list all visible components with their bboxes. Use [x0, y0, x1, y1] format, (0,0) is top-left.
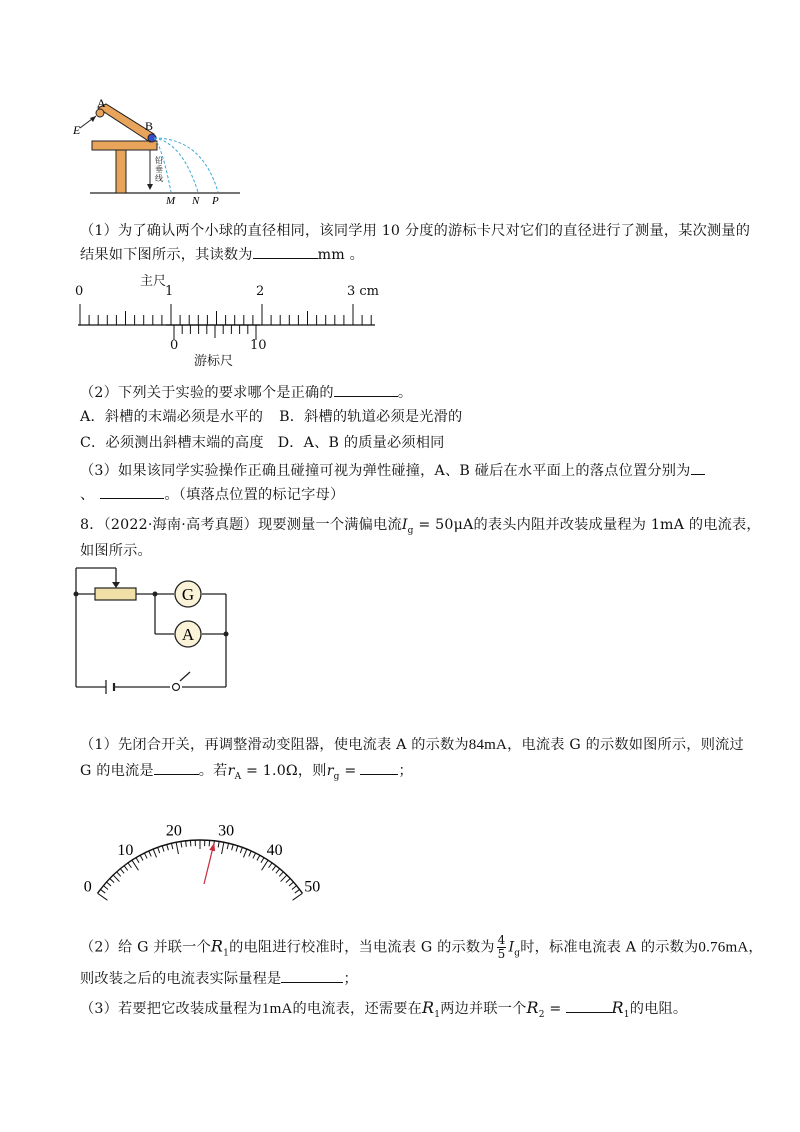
- dial-tick: [128, 863, 131, 868]
- reading-076ma: 0.76mA: [698, 939, 749, 956]
- dial-needle-head: [209, 843, 215, 851]
- q7-3-tail: 。（填落点位置的标记字母）: [164, 487, 345, 503]
- meter-g-label: G: [181, 585, 195, 604]
- q8-line-a: [80, 514, 761, 536]
- q8-3-line: [80, 998, 687, 1020]
- dial-label-0: 0: [83, 878, 92, 896]
- dial-tick: [272, 866, 276, 871]
- dial-tick: [218, 841, 219, 847]
- dial-tick: [120, 869, 124, 874]
- dial-tick: [293, 893, 303, 900]
- dial-tick: [289, 882, 293, 886]
- circuit-diagram: [70, 560, 240, 695]
- dial-tick: [153, 849, 156, 857]
- q7-3-line-a: [80, 460, 705, 480]
- q8-line-b: 如图所示。: [80, 543, 152, 559]
- q7-2-end: 。: [397, 385, 413, 401]
- dial-label-20: 20: [165, 822, 182, 840]
- q7-3-line-b: [80, 484, 344, 504]
- label-point-b: B: [145, 119, 154, 133]
- reading-84ma: 84mA: [468, 737, 508, 753]
- rg-subscript: g: [333, 771, 340, 782]
- dial-tick: [98, 893, 108, 900]
- ig-symbol: I: [401, 517, 408, 533]
- dial-tick: [222, 842, 224, 854]
- fraction-numerator: 4: [497, 933, 506, 947]
- q7-2-text: （2）下列关于实验的要求哪个是正确的: [80, 385, 334, 401]
- r1-subscript-2: 1: [434, 1009, 441, 1020]
- answer-blank-option[interactable]: [334, 383, 398, 397]
- answer-blank-r2[interactable]: [566, 999, 612, 1013]
- option-a[interactable]: A．斜槽的末端必须是水平的: [80, 409, 264, 425]
- meter-a-label: A: [181, 625, 195, 644]
- q7-2-line: [80, 382, 412, 402]
- q8-3-text-d: 的电阻。: [629, 1001, 688, 1017]
- dial-tick: [110, 878, 114, 882]
- dial-tick: [286, 878, 290, 882]
- q8-2-text-d: 则改装之后的电流表实际量程是: [80, 971, 282, 987]
- q8-1-line-a: [80, 734, 744, 754]
- label-point-e: E: [73, 123, 81, 137]
- label-m: M: [166, 195, 176, 207]
- q7-1-unit: mm 。: [317, 247, 365, 263]
- dial-tick: [257, 855, 260, 860]
- dial-tick: [292, 886, 297, 890]
- ig-subscript: g: [407, 525, 414, 536]
- dial-tick: [240, 847, 242, 853]
- question-number: 8．: [80, 517, 104, 533]
- r2-equals: =: [544, 1001, 562, 1017]
- dial-tick: [117, 872, 121, 876]
- dial-tick: [186, 841, 187, 847]
- dial-tick: [167, 844, 169, 850]
- q8-2-text-b: 的电阻进行校准时，当电流表 G 的示数为: [229, 939, 495, 956]
- dial-tick: [162, 846, 164, 852]
- dial-tick: [100, 889, 105, 893]
- dial-tick: [103, 886, 108, 890]
- q8-2-text-a: （2）给 G 并联一个: [80, 939, 211, 956]
- q8-1-text-d: 。若: [198, 763, 228, 779]
- r1-symbol: R: [210, 936, 224, 956]
- fraction-denominator: 5: [497, 947, 506, 961]
- q8-1-text-b: ，电流表 G 的示数如图所示，则流过: [507, 737, 744, 753]
- r2-subscript: 2: [538, 1009, 545, 1020]
- r1-subscript: 1: [223, 948, 230, 959]
- q7-3-sep: 、: [80, 487, 95, 503]
- main-tick-2: 2: [256, 284, 265, 299]
- dial-tick: [253, 853, 256, 858]
- q8-2-line-b: [80, 968, 358, 988]
- fraction-four-fifths: [497, 934, 507, 961]
- vernier-scale-label: 游标尺: [194, 354, 234, 369]
- dial-tick: [124, 866, 128, 871]
- q8-1-line-b: [80, 760, 413, 782]
- question-source: （2022·海南·高考真题）: [103, 517, 258, 533]
- q7-3-text: （3）如果该同学实验操作正确且碰撞可视为弹性碰撞，A、B 碰后在水平面上的落点位置分别为: [80, 463, 691, 479]
- answer-blank-current[interactable]: [154, 761, 199, 775]
- q7-2-options-cd: [80, 432, 445, 452]
- q7-1-line-b: [80, 244, 364, 264]
- q7-2-options-ab: [80, 406, 462, 426]
- q8-1-text-e: ，则: [297, 763, 327, 779]
- range-1ma: 1mA: [261, 1001, 293, 1017]
- dial-label-30: 30: [218, 822, 235, 840]
- dial-tick: [181, 841, 182, 847]
- dial-tick: [140, 855, 143, 860]
- dial-label-10: 10: [117, 842, 134, 860]
- option-c[interactable]: C．必须测出斜槽末端的高度: [80, 435, 264, 451]
- q8-2-line-a: [80, 934, 763, 961]
- r1-subscript-3: 1: [623, 1009, 630, 1020]
- q8-2-end-a: ，: [748, 939, 763, 956]
- ig-value: = 50μA: [413, 517, 474, 533]
- q7-1-text: 结果如下图所示，其读数为: [80, 247, 253, 263]
- q7-1-line-a: （1）为了确认两个小球的直径相同，该同学用 10 分度的游标卡尺对它们的直径进行了测量，某次测量的: [80, 223, 751, 239]
- r2-symbol: R: [526, 998, 539, 1017]
- main-scale-label: 主尺: [140, 274, 167, 289]
- dial-tick: [262, 860, 269, 870]
- answer-blank-rg[interactable]: [360, 761, 398, 775]
- plumb-line-label: 铅垂线: [155, 156, 163, 183]
- r1-symbol-2: R: [422, 998, 435, 1017]
- label-n: N: [192, 195, 200, 207]
- q8-1-text-a: （1）先闭合开关，再调整滑动变阻器，使电流表 A 的示数为: [80, 737, 469, 753]
- vernier-tick-10: 10: [250, 338, 267, 353]
- dial-label-40: 40: [266, 842, 283, 860]
- dial-tick: [236, 846, 238, 852]
- dial-tick: [149, 851, 151, 856]
- ra-subscript: A: [234, 771, 242, 782]
- dial-tick: [295, 889, 300, 893]
- main-tick-1: 1: [165, 284, 174, 299]
- r1-symbol-3: R: [611, 998, 624, 1017]
- q8-text-b: 的表头内阻并改装成量程为 1mA 的电流表，: [473, 517, 761, 533]
- dial-tick: [113, 875, 119, 881]
- option-d[interactable]: D．A、B 的质量必须相同: [277, 435, 445, 451]
- option-b[interactable]: B．斜槽的轨道必须是光滑的: [279, 409, 463, 425]
- label-point-a: A: [97, 96, 106, 110]
- ig-symbol-2: I: [508, 939, 515, 956]
- dial-tick: [261, 858, 264, 863]
- label-p: P: [212, 195, 219, 207]
- dial-tick: [281, 875, 287, 881]
- q8-3-text-b: 的电流表，还需要在: [292, 1001, 422, 1017]
- answer-blank-reading[interactable]: [253, 245, 318, 259]
- dial-tick: [136, 858, 139, 863]
- dial-tick: [269, 863, 272, 868]
- q8-text-a: 现要测量一个满偏电流: [257, 517, 402, 533]
- ig-subscript-2: g: [514, 948, 521, 959]
- dial-tick: [144, 853, 147, 858]
- dial-tick: [227, 843, 228, 849]
- q8-1-text-c: G 的电流是: [80, 763, 154, 779]
- q8-2-text-c: 时，标准电流表 A 的示数为: [520, 939, 699, 956]
- dial-tick: [132, 860, 139, 870]
- dial-tick: [107, 882, 111, 886]
- dial-tick: [279, 872, 283, 876]
- galvanometer-dial: [60, 780, 340, 896]
- dial-tick: [249, 851, 251, 856]
- dial-tick: [276, 869, 280, 874]
- ramp-collision-figure: [70, 96, 245, 207]
- q8-3-text-a: （3）若要把它改装成量程为: [80, 1001, 262, 1017]
- dial-tick: [158, 847, 160, 853]
- vernier-tick-0: 0: [170, 338, 179, 353]
- dial-tick: [171, 843, 172, 849]
- answer-blank-range[interactable]: [281, 969, 343, 983]
- dial-tick: [232, 844, 234, 850]
- answer-blank-landing-a[interactable]: [691, 461, 705, 475]
- ra-value: = 1.0Ω: [241, 763, 298, 779]
- q8-3-text-c: 两边并联一个: [440, 1001, 527, 1017]
- q8-1-end: ；: [398, 763, 413, 779]
- answer-blank-landing-b[interactable]: [100, 485, 164, 499]
- q8-2-end-b: ；: [343, 971, 358, 987]
- ra-symbol: r: [227, 763, 235, 779]
- main-tick-0: 0: [75, 284, 84, 299]
- dial-label-50: 50: [304, 878, 321, 896]
- rg-symbol: r: [326, 763, 334, 779]
- main-tick-3: 3 cm: [347, 284, 380, 299]
- rg-equals: =: [339, 763, 357, 779]
- dial-tick: [176, 842, 178, 854]
- dial-tick: [243, 849, 246, 857]
